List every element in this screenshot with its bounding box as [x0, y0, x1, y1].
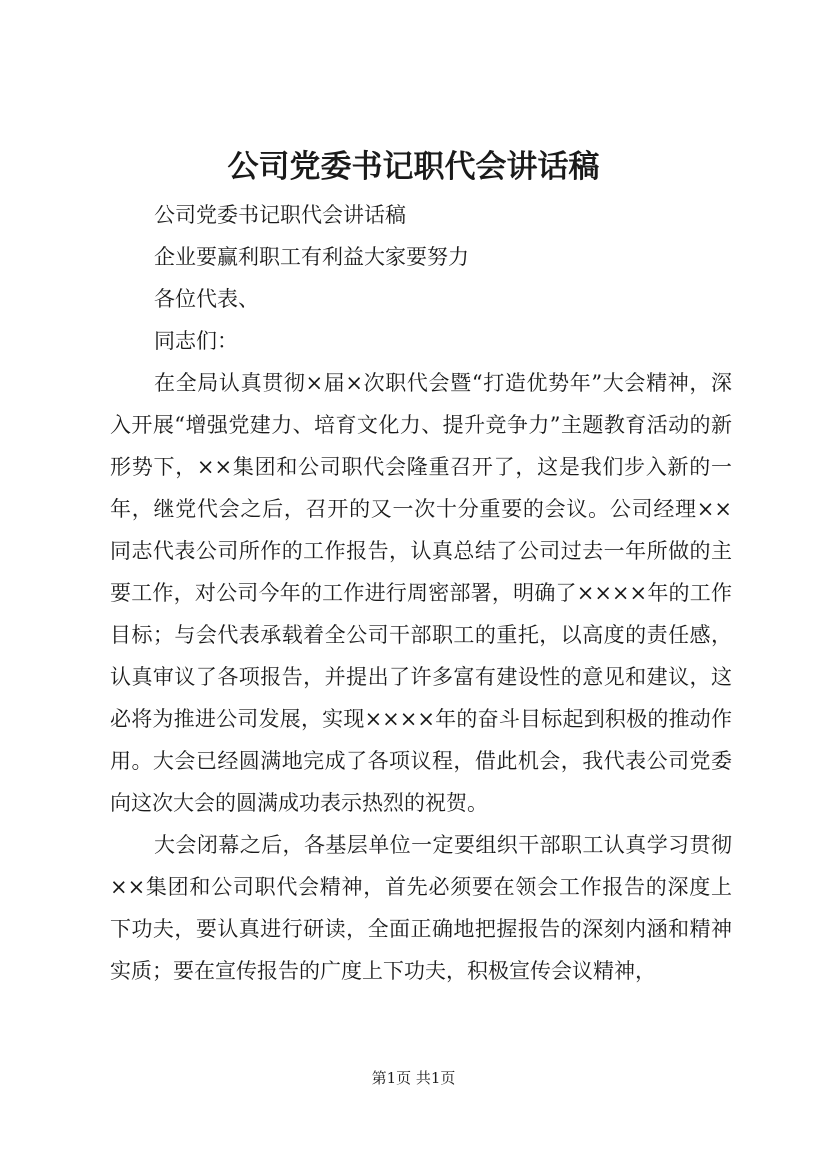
- paragraph-subtitle: 公司党委书记职代会讲话稿: [154, 203, 406, 227]
- paragraph-salutation-2: 同志们：: [154, 329, 238, 353]
- page-footer: 第1页 共1页: [371, 1069, 456, 1087]
- paragraph-slogan: 企业要赢利职工有利益大家要努力: [154, 245, 469, 269]
- document-body: [110, 194, 732, 992]
- paragraph-salutation-1: 各位代表、: [154, 287, 259, 311]
- paragraph-body-2: 大会闭幕之后，各基层单位一定要组织干部职工认真学习贯彻××集团和公司职代会精神，首先必须要在领会工作报告的深度上下功夫，要认真进行研读，全面正确地把握报告的深刻内涵和精神实质；要在宣传报告的广度上下功夫，积极宣传会议精神，: [110, 833, 732, 983]
- document-title: 公司党委书记职代会讲话稿: [227, 149, 600, 185]
- paragraph-body-1: 在全局认真贯彻×届×次职代会暨“打造优势年”大会精神，深入开展“增强党建力、培育文化力、提升竞争力”主题教育活动的新形势下，××集团和公司职代会隆重召开了，这是我们步入新的一年，继党代会之后，召开的又一次十分重要的会议。公司经理××同志代表公司所作的工作报告，认真总结了公司过去一年所做的主要工作，对公司今年的工作进行周密部署，明确了××××年的工作目标；与会代表承载着全公司干部职工的重托，以高度的责任感，认真审议了各项报告，并提出了许多富有建设性的意见和建议，这必将为推进公司发展，实现××××年的奋斗目标起到积极的推动作用。大会已经圆满地完成了各项议程，借此机会，我代表公司党委向这次大会的圆满成功表示热烈的祝贺。: [110, 371, 732, 815]
